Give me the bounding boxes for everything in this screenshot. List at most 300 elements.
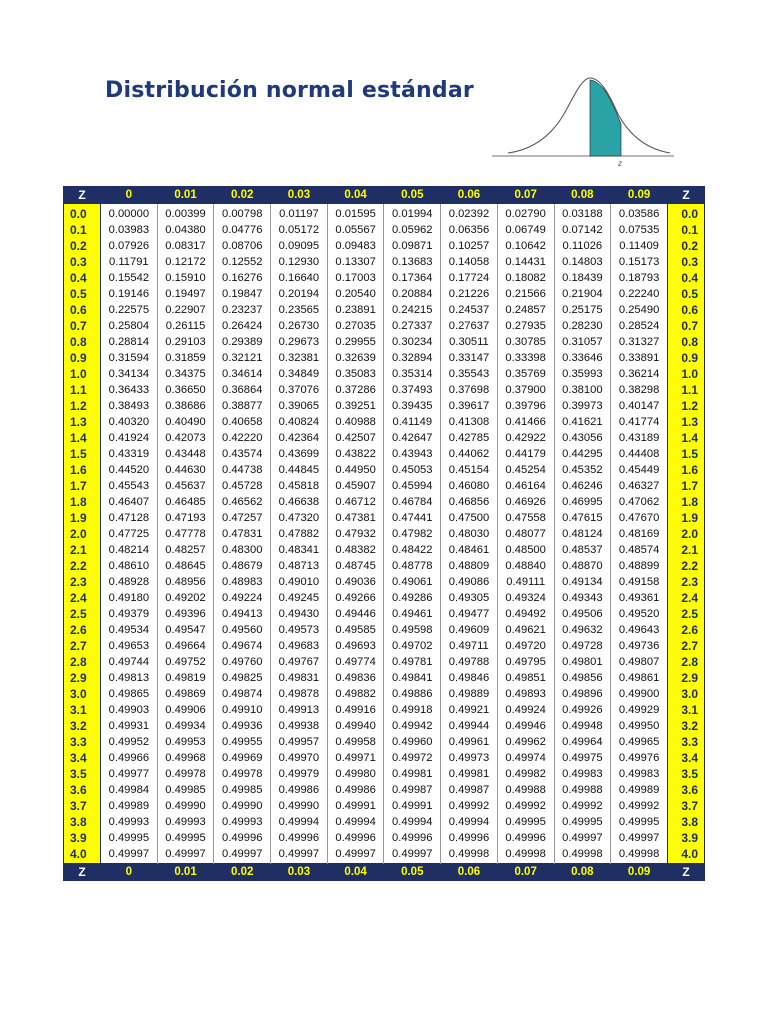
- probability-cell: 0.49974: [497, 750, 554, 766]
- probability-cell: 0.45449: [611, 462, 668, 478]
- probability-cell: 0.13683: [384, 254, 441, 270]
- probability-cell: 0.47128: [101, 510, 158, 526]
- z-value-right: 2.1: [668, 542, 705, 558]
- probability-cell: 0.05172: [271, 222, 328, 238]
- probability-cell: 0.05567: [327, 222, 384, 238]
- z-value-right: 1.0: [668, 366, 705, 382]
- z-value-left: 0.4: [64, 270, 101, 286]
- probability-cell: 0.47381: [327, 510, 384, 526]
- z-value-right: 2.5: [668, 606, 705, 622]
- probability-cell: 0.49882: [327, 686, 384, 702]
- probability-cell: 0.37286: [327, 382, 384, 398]
- probability-cell: 0.49991: [327, 798, 384, 814]
- probability-cell: 0.49993: [214, 814, 271, 830]
- probability-cell: 0.49869: [157, 686, 214, 702]
- probability-cell: 0.49916: [327, 702, 384, 718]
- probability-cell: 0.49994: [271, 814, 328, 830]
- probability-cell: 0.49534: [101, 622, 158, 638]
- probability-cell: 0.42364: [271, 430, 328, 446]
- table-row: [64, 702, 705, 718]
- z-value-left: 3.4: [64, 750, 101, 766]
- z-value-right: 1.6: [668, 462, 705, 478]
- probability-cell: 0.33891: [611, 350, 668, 366]
- probability-cell: 0.49982: [497, 766, 554, 782]
- probability-cell: 0.21226: [441, 286, 498, 302]
- probability-cell: 0.49964: [554, 734, 611, 750]
- probability-cell: 0.43189: [611, 430, 668, 446]
- probability-cell: 0.49975: [554, 750, 611, 766]
- z-value-left: 0.3: [64, 254, 101, 270]
- probability-cell: 0.49995: [101, 830, 158, 846]
- probability-cell: 0.49997: [101, 846, 158, 864]
- probability-cell: 0.00000: [101, 204, 158, 223]
- probability-cell: 0.43448: [157, 446, 214, 462]
- probability-cell: 0.17724: [441, 270, 498, 286]
- probability-cell: 0.49728: [554, 638, 611, 654]
- z-value-right: 2.2: [668, 558, 705, 574]
- probability-cell: 0.49992: [441, 798, 498, 814]
- probability-cell: 0.49968: [157, 750, 214, 766]
- z-value-right: 0.4: [668, 270, 705, 286]
- probability-cell: 0.49986: [271, 782, 328, 798]
- probability-cell: 0.06356: [441, 222, 498, 238]
- probability-cell: 0.43943: [384, 446, 441, 462]
- probability-cell: 0.48679: [214, 558, 271, 574]
- probability-cell: 0.49997: [554, 830, 611, 846]
- probability-cell: 0.46485: [157, 494, 214, 510]
- header-row: [64, 187, 705, 204]
- z-value-left: 0.7: [64, 318, 101, 334]
- z-value-left: 3.5: [64, 766, 101, 782]
- probability-cell: 0.25175: [554, 302, 611, 318]
- probability-cell: 0.47882: [271, 526, 328, 542]
- z-value-left: 3.9: [64, 830, 101, 846]
- probability-cell: 0.49944: [441, 718, 498, 734]
- probability-cell: 0.48214: [101, 542, 158, 558]
- probability-cell: 0.46784: [384, 494, 441, 510]
- probability-cell: 0.44630: [157, 462, 214, 478]
- probability-cell: 0.49788: [441, 654, 498, 670]
- probability-cell: 0.49965: [611, 734, 668, 750]
- probability-cell: 0.49958: [327, 734, 384, 750]
- probability-cell: 0.49547: [157, 622, 214, 638]
- probability-cell: 0.49683: [271, 638, 328, 654]
- probability-cell: 0.48030: [441, 526, 498, 542]
- probability-cell: 0.36214: [611, 366, 668, 382]
- probability-cell: 0.48461: [441, 542, 498, 558]
- table-row: [64, 494, 705, 510]
- probability-cell: 0.19497: [157, 286, 214, 302]
- probability-cell: 0.19847: [214, 286, 271, 302]
- probability-cell: 0.38100: [554, 382, 611, 398]
- header-col-7: 0.07: [497, 187, 554, 204]
- probability-cell: 0.26424: [214, 318, 271, 334]
- probability-cell: 0.09095: [271, 238, 328, 254]
- z-value-right: 0.3: [668, 254, 705, 270]
- probability-cell: 0.26115: [157, 318, 214, 334]
- z-table: [63, 186, 705, 881]
- probability-cell: 0.49886: [384, 686, 441, 702]
- probability-cell: 0.49752: [157, 654, 214, 670]
- footer-col-8: 0.08: [554, 864, 611, 881]
- probability-cell: 0.36650: [157, 382, 214, 398]
- probability-cell: 0.49990: [271, 798, 328, 814]
- probability-cell: 0.49477: [441, 606, 498, 622]
- probability-cell: 0.49913: [271, 702, 328, 718]
- z-value-left: 1.5: [64, 446, 101, 462]
- probability-cell: 0.33646: [554, 350, 611, 366]
- probability-cell: 0.04380: [157, 222, 214, 238]
- probability-cell: 0.12552: [214, 254, 271, 270]
- probability-cell: 0.42220: [214, 430, 271, 446]
- probability-cell: 0.49324: [497, 590, 554, 606]
- probability-cell: 0.48983: [214, 574, 271, 590]
- probability-cell: 0.49813: [101, 670, 158, 686]
- table-row: [64, 334, 705, 350]
- probability-cell: 0.17003: [327, 270, 384, 286]
- probability-cell: 0.03983: [101, 222, 158, 238]
- probability-cell: 0.46712: [327, 494, 384, 510]
- probability-cell: 0.45637: [157, 478, 214, 494]
- table-row: [64, 366, 705, 382]
- probability-cell: 0.45053: [384, 462, 441, 478]
- probability-cell: 0.49946: [497, 718, 554, 734]
- z-value-left: 2.4: [64, 590, 101, 606]
- header-z-label-right: Z: [668, 187, 705, 204]
- probability-cell: 0.49976: [611, 750, 668, 766]
- probability-cell: 0.49903: [101, 702, 158, 718]
- probability-cell: 0.03586: [611, 204, 668, 223]
- probability-cell: 0.49361: [611, 590, 668, 606]
- probability-cell: 0.09871: [384, 238, 441, 254]
- probability-cell: 0.36864: [214, 382, 271, 398]
- probability-cell: 0.49998: [441, 846, 498, 864]
- probability-cell: 0.38493: [101, 398, 158, 414]
- probability-cell: 0.23565: [271, 302, 328, 318]
- probability-cell: 0.49978: [214, 766, 271, 782]
- z-value-left: 3.1: [64, 702, 101, 718]
- table-row: [64, 462, 705, 478]
- probability-cell: 0.02790: [497, 204, 554, 223]
- z-value-left: 0.0: [64, 204, 101, 223]
- probability-cell: 0.46926: [497, 494, 554, 510]
- probability-cell: 0.49926: [554, 702, 611, 718]
- probability-cell: 0.35543: [441, 366, 498, 382]
- table-row: [64, 622, 705, 638]
- z-value-left: 4.0: [64, 846, 101, 864]
- probability-cell: 0.49851: [497, 670, 554, 686]
- probability-cell: 0.43056: [554, 430, 611, 446]
- probability-cell: 0.27637: [441, 318, 498, 334]
- probability-cell: 0.49979: [271, 766, 328, 782]
- probability-cell: 0.25490: [611, 302, 668, 318]
- z-value-right: 1.9: [668, 510, 705, 526]
- probability-cell: 0.45543: [101, 478, 158, 494]
- probability-cell: 0.49995: [554, 814, 611, 830]
- probability-cell: 0.16276: [214, 270, 271, 286]
- probability-cell: 0.04776: [214, 222, 271, 238]
- probability-cell: 0.46638: [271, 494, 328, 510]
- probability-cell: 0.49955: [214, 734, 271, 750]
- probability-cell: 0.49970: [271, 750, 328, 766]
- probability-cell: 0.49720: [497, 638, 554, 654]
- table-row: [64, 782, 705, 798]
- probability-cell: 0.49856: [554, 670, 611, 686]
- probability-cell: 0.49996: [214, 830, 271, 846]
- header-z-label-left: Z: [64, 187, 101, 204]
- z-value-right: 2.4: [668, 590, 705, 606]
- probability-cell: 0.49936: [214, 718, 271, 734]
- z-value-right: 2.3: [668, 574, 705, 590]
- z-value-left: 1.7: [64, 478, 101, 494]
- footer-col-6: 0.06: [441, 864, 498, 881]
- table-row: [64, 606, 705, 622]
- probability-cell: 0.49874: [214, 686, 271, 702]
- z-value-right: 3.9: [668, 830, 705, 846]
- table-row: [64, 318, 705, 334]
- probability-cell: 0.49801: [554, 654, 611, 670]
- probability-cell: 0.40147: [611, 398, 668, 414]
- probability-cell: 0.49961: [441, 734, 498, 750]
- probability-cell: 0.23237: [214, 302, 271, 318]
- probability-cell: 0.45994: [384, 478, 441, 494]
- probability-cell: 0.49993: [157, 814, 214, 830]
- probability-cell: 0.29955: [327, 334, 384, 350]
- probability-cell: 0.49632: [554, 622, 611, 638]
- probability-cell: 0.49997: [271, 846, 328, 864]
- z-value-left: 0.8: [64, 334, 101, 350]
- probability-cell: 0.00399: [157, 204, 214, 223]
- probability-cell: 0.49461: [384, 606, 441, 622]
- table-row: [64, 654, 705, 670]
- probability-cell: 0.49918: [384, 702, 441, 718]
- table-row: [64, 574, 705, 590]
- probability-cell: 0.32381: [271, 350, 328, 366]
- probability-cell: 0.46562: [214, 494, 271, 510]
- probability-cell: 0.10257: [441, 238, 498, 254]
- probability-cell: 0.49983: [611, 766, 668, 782]
- z-value-left: 2.0: [64, 526, 101, 542]
- probability-cell: 0.46856: [441, 494, 498, 510]
- probability-cell: 0.49921: [441, 702, 498, 718]
- table-row: [64, 430, 705, 446]
- table-row: [64, 350, 705, 366]
- probability-cell: 0.12930: [271, 254, 328, 270]
- probability-cell: 0.49781: [384, 654, 441, 670]
- header-col-3: 0.03: [271, 187, 328, 204]
- probability-cell: 0.28524: [611, 318, 668, 334]
- table-row: [64, 286, 705, 302]
- table-row: [64, 638, 705, 654]
- probability-cell: 0.40320: [101, 414, 158, 430]
- probability-cell: 0.25804: [101, 318, 158, 334]
- probability-cell: 0.03188: [554, 204, 611, 223]
- probability-cell: 0.38298: [611, 382, 668, 398]
- probability-cell: 0.49846: [441, 670, 498, 686]
- page-title: Distribución normal estándar: [105, 78, 474, 103]
- table-row: [64, 558, 705, 574]
- probability-cell: 0.34375: [157, 366, 214, 382]
- probability-cell: 0.46995: [554, 494, 611, 510]
- probability-cell: 0.49889: [441, 686, 498, 702]
- probability-cell: 0.48956: [157, 574, 214, 590]
- probability-cell: 0.49950: [611, 718, 668, 734]
- probability-cell: 0.46407: [101, 494, 158, 510]
- probability-cell: 0.49953: [157, 734, 214, 750]
- probability-cell: 0.49972: [384, 750, 441, 766]
- z-value-left: 0.6: [64, 302, 101, 318]
- probability-cell: 0.47320: [271, 510, 328, 526]
- probability-cell: 0.49995: [611, 814, 668, 830]
- table-row: [64, 446, 705, 462]
- probability-cell: 0.06749: [497, 222, 554, 238]
- probability-cell: 0.49286: [384, 590, 441, 606]
- footer-col-5: 0.05: [384, 864, 441, 881]
- probability-cell: 0.49413: [214, 606, 271, 622]
- probability-cell: 0.37698: [441, 382, 498, 398]
- probability-cell: 0.49086: [441, 574, 498, 590]
- probability-cell: 0.11409: [611, 238, 668, 254]
- table-row: [64, 510, 705, 526]
- probability-cell: 0.39435: [384, 398, 441, 414]
- z-value-right: 3.2: [668, 718, 705, 734]
- probability-cell: 0.45352: [554, 462, 611, 478]
- probability-cell: 0.49492: [497, 606, 554, 622]
- footer-col-9: 0.09: [611, 864, 668, 881]
- probability-cell: 0.46246: [554, 478, 611, 494]
- z-value-right: 1.2: [668, 398, 705, 414]
- probability-cell: 0.42647: [384, 430, 441, 446]
- probability-cell: 0.49924: [497, 702, 554, 718]
- z-value-left: 3.8: [64, 814, 101, 830]
- probability-cell: 0.49981: [441, 766, 498, 782]
- probability-cell: 0.49995: [497, 814, 554, 830]
- probability-cell: 0.15173: [611, 254, 668, 270]
- probability-cell: 0.36433: [101, 382, 158, 398]
- probability-cell: 0.24215: [384, 302, 441, 318]
- z-value-right: 2.7: [668, 638, 705, 654]
- probability-cell: 0.49674: [214, 638, 271, 654]
- probability-cell: 0.49711: [441, 638, 498, 654]
- probability-cell: 0.48745: [327, 558, 384, 574]
- probability-cell: 0.48574: [611, 542, 668, 558]
- probability-cell: 0.49997: [214, 846, 271, 864]
- probability-cell: 0.49831: [271, 670, 328, 686]
- probability-cell: 0.30234: [384, 334, 441, 350]
- z-value-left: 1.9: [64, 510, 101, 526]
- probability-cell: 0.49305: [441, 590, 498, 606]
- probability-cell: 0.49506: [554, 606, 611, 622]
- probability-cell: 0.37493: [384, 382, 441, 398]
- probability-cell: 0.40824: [271, 414, 328, 430]
- probability-cell: 0.49560: [214, 622, 271, 638]
- probability-cell: 0.48257: [157, 542, 214, 558]
- z-value-left: 0.9: [64, 350, 101, 366]
- probability-cell: 0.30511: [441, 334, 498, 350]
- z-value-right: 2.6: [668, 622, 705, 638]
- probability-cell: 0.44845: [271, 462, 328, 478]
- table-row: [64, 222, 705, 238]
- probability-cell: 0.46164: [497, 478, 554, 494]
- probability-cell: 0.39617: [441, 398, 498, 414]
- probability-cell: 0.49952: [101, 734, 158, 750]
- probability-cell: 0.35993: [554, 366, 611, 382]
- probability-cell: 0.14431: [497, 254, 554, 270]
- probability-cell: 0.32639: [327, 350, 384, 366]
- probability-cell: 0.18082: [497, 270, 554, 286]
- z-value-left: 2.7: [64, 638, 101, 654]
- probability-cell: 0.07142: [554, 222, 611, 238]
- probability-cell: 0.49980: [327, 766, 384, 782]
- probability-cell: 0.07926: [101, 238, 158, 254]
- probability-cell: 0.48300: [214, 542, 271, 558]
- probability-cell: 0.49760: [214, 654, 271, 670]
- probability-cell: 0.31594: [101, 350, 158, 366]
- z-value-left: 2.9: [64, 670, 101, 686]
- probability-cell: 0.49878: [271, 686, 328, 702]
- shaded-area: [590, 80, 621, 156]
- probability-cell: 0.38877: [214, 398, 271, 414]
- probability-cell: 0.49520: [611, 606, 668, 622]
- probability-cell: 0.30785: [497, 334, 554, 350]
- z-value-right: 3.1: [668, 702, 705, 718]
- footer-col-0: 0: [101, 864, 158, 881]
- probability-cell: 0.46080: [441, 478, 498, 494]
- probability-cell: 0.47932: [327, 526, 384, 542]
- probability-cell: 0.49987: [384, 782, 441, 798]
- probability-cell: 0.08706: [214, 238, 271, 254]
- z-value-right: 3.3: [668, 734, 705, 750]
- probability-cell: 0.49990: [214, 798, 271, 814]
- z-value-left: 1.0: [64, 366, 101, 382]
- z-value-right: 3.4: [668, 750, 705, 766]
- probability-cell: 0.41774: [611, 414, 668, 430]
- probability-cell: 0.28230: [554, 318, 611, 334]
- probability-cell: 0.49973: [441, 750, 498, 766]
- table-row: [64, 398, 705, 414]
- probability-cell: 0.17364: [384, 270, 441, 286]
- probability-cell: 0.49995: [157, 830, 214, 846]
- probability-cell: 0.10642: [497, 238, 554, 254]
- probability-cell: 0.48077: [497, 526, 554, 542]
- probability-cell: 0.49621: [497, 622, 554, 638]
- footer-col-4: 0.04: [327, 864, 384, 881]
- probability-cell: 0.49693: [327, 638, 384, 654]
- probability-cell: 0.34134: [101, 366, 158, 382]
- z-value-left: 0.1: [64, 222, 101, 238]
- z-value-right: 1.3: [668, 414, 705, 430]
- probability-cell: 0.49906: [157, 702, 214, 718]
- table-row: [64, 302, 705, 318]
- probability-cell: 0.49977: [101, 766, 158, 782]
- probability-cell: 0.29389: [214, 334, 271, 350]
- probability-cell: 0.49992: [611, 798, 668, 814]
- probability-cell: 0.49978: [157, 766, 214, 782]
- probability-cell: 0.49736: [611, 638, 668, 654]
- probability-cell: 0.49896: [554, 686, 611, 702]
- probability-cell: 0.37900: [497, 382, 554, 398]
- probability-cell: 0.49994: [384, 814, 441, 830]
- table-row: [64, 542, 705, 558]
- probability-cell: 0.41924: [101, 430, 158, 446]
- probability-cell: 0.49996: [441, 830, 498, 846]
- z-value-left: 1.3: [64, 414, 101, 430]
- table-row: [64, 814, 705, 830]
- z-value-right: 3.6: [668, 782, 705, 798]
- probability-cell: 0.49893: [497, 686, 554, 702]
- footer-col-1: 0.01: [157, 864, 214, 881]
- header-col-9: 0.09: [611, 187, 668, 204]
